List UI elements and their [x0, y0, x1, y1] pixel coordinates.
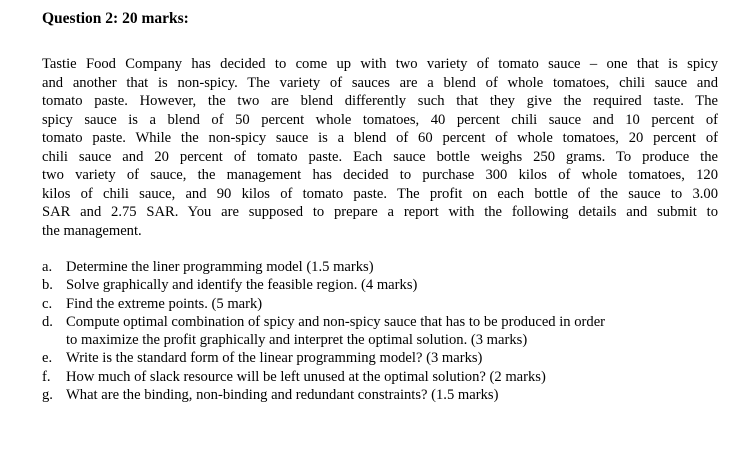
task-marker: b. [42, 277, 53, 294]
paragraph-line: tomato paste. However, the two are blend differently such that they give the required taste. The [42, 93, 718, 109]
task-marker: d. [42, 313, 53, 330]
task-text: Solve graphically and identify the feasible region. (4 marks) [66, 277, 418, 294]
paragraph-line: Tastie Food Company has decided to come up with two variety of tomato sauce – one that is spicy [42, 56, 718, 72]
task-text: Compute optimal combination of spicy and non-spicy sauce that has to be produced in order [66, 313, 606, 330]
paragraph-line: spicy sauce is a blend of 50 percent whole tomatoes, 40 percent chili sauce and 10 percent of [42, 111, 718, 128]
paragraph-line: the management. [42, 222, 142, 239]
task-item-d [42, 313, 718, 350]
task-item-b [42, 276, 718, 294]
paragraph-line: two variety of sauce, the management has decided to purchase 300 kilos of whole tomatoes, 120 [42, 167, 718, 183]
task-item-g [42, 386, 718, 404]
question-heading: Question 2: 20 marks: [42, 10, 189, 27]
task-item-c [42, 295, 718, 313]
task-item-a [42, 258, 718, 276]
task-marker: a. [42, 259, 53, 275]
paragraph-line: and another that is non-spicy. The variety of sauces are a blend of whole tomatoes, chili sauce and [42, 74, 718, 91]
task-text: Write is the standard form of the linear programming model? (3 marks) [66, 350, 483, 367]
problem-paragraph [42, 55, 718, 240]
paragraph-line: chili sauce and 20 percent of tomato paste. Each sauce bottle weighs 250 grams. To produce the [42, 148, 718, 165]
task-marker: e. [42, 350, 53, 367]
task-list [42, 258, 718, 404]
task-item-e [42, 349, 718, 367]
task-text: Determine the liner programming model (1.5 marks) [66, 259, 374, 275]
task-item-f [42, 368, 718, 386]
task-marker: f. [42, 368, 51, 385]
task-marker: c. [42, 295, 53, 312]
paragraph-line: tomato paste. While the non-spicy sauce is a blend of 60 percent of whole tomatoes, 20 percent of [42, 130, 718, 146]
task-marker: g. [42, 387, 53, 404]
paragraph-line: kilos of chili sauce, and 90 kilos of tomato paste. The profit on each bottle of the sauce to 3.00 [42, 185, 718, 202]
task-text: What are the binding, non-binding and redundant constraints? (1.5 marks) [66, 387, 499, 404]
task-text-continued: to maximize the profit graphically and interpret the optimal solution. (3 marks) [66, 332, 528, 349]
task-text: Find the extreme points. (5 mark) [66, 295, 263, 312]
task-text: How much of slack resource will be left unused at the optimal solution? (2 marks) [66, 368, 546, 385]
paragraph-line: SAR and 2.75 SAR. You are supposed to prepare a report with the following details and submit to [42, 204, 718, 220]
